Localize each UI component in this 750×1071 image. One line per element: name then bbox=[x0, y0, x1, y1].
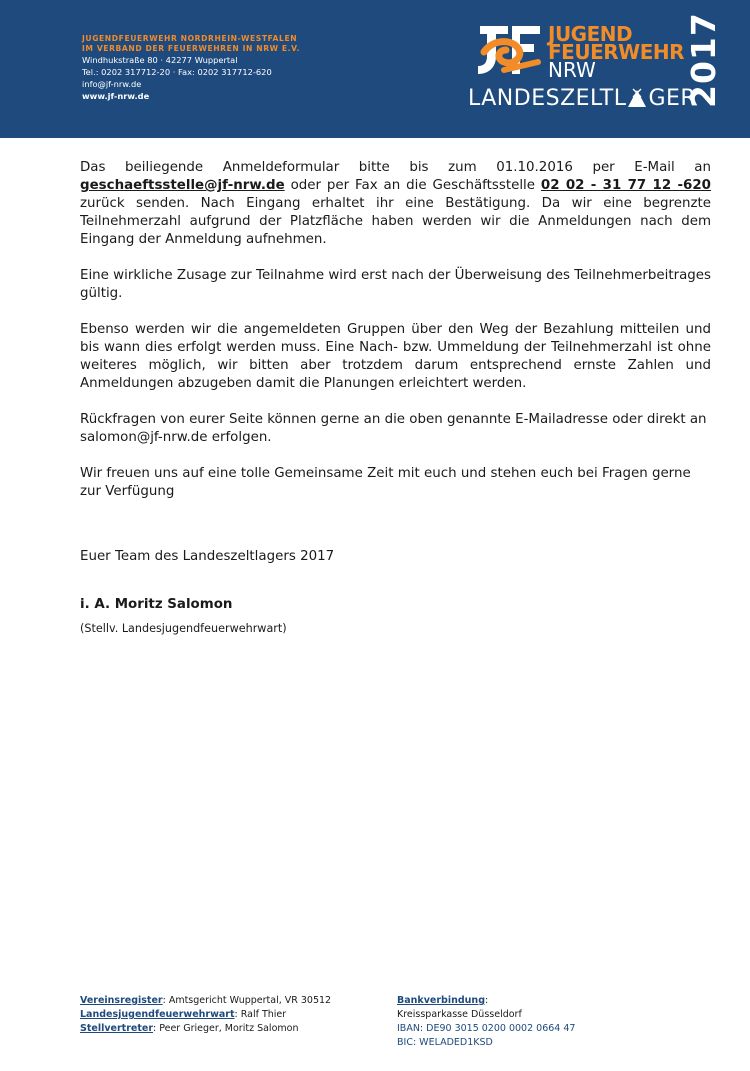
closing-line: Euer Team des Landeszeltlagers 2017 bbox=[80, 549, 335, 564]
bank-bic: BIC: WELADED1KSD bbox=[397, 1037, 493, 1048]
registration-email-link[interactable]: geschaeftsstelle@jf-nrw.de bbox=[80, 178, 285, 193]
bank-label: Bankverbindung bbox=[397, 995, 486, 1006]
camp-title-part1: LANDESZELTL bbox=[468, 86, 627, 111]
org-address: Windhukstraße 80 · 42277 Wuppertal bbox=[82, 55, 238, 65]
tent-icon bbox=[626, 86, 648, 108]
paragraph-questions: Rückfragen von eurer Seite können gerne an die oben genannte E-Mailadresse oder direkt an salomon@jf-nrw.de erfolgen. bbox=[80, 412, 707, 445]
letter-body bbox=[80, 159, 711, 519]
paragraph-registration bbox=[80, 159, 711, 249]
logo-word-feuerwehr: FEUERWEHR bbox=[548, 40, 684, 64]
p1-text-mid: oder per Fax an die Geschäftsstelle bbox=[284, 178, 541, 193]
bank-colon: : bbox=[485, 995, 489, 1006]
footer-value: : Ralf Thier bbox=[234, 1009, 287, 1020]
footer-label: Vereinsregister bbox=[80, 995, 163, 1006]
signer-name: i. A. Moritz Salomon bbox=[80, 597, 233, 612]
logo-word-nrw: NRW bbox=[548, 58, 596, 82]
letterhead-band bbox=[0, 0, 750, 138]
footer-row-registry bbox=[80, 994, 331, 1008]
bank-iban: IBAN: DE90 3015 0200 0002 0664 47 bbox=[397, 1023, 576, 1034]
footer-value: : Amtsgericht Wuppertal, VR 30512 bbox=[162, 995, 332, 1006]
org-name-line1: JUGENDFEUERWEHR NORDRHEIN-WESTFALEN bbox=[82, 34, 298, 43]
org-phone: Tel.: 0202 317712-20 · Fax: 0202 317712-620 bbox=[82, 67, 272, 77]
p1-text-start: Das beiliegende Anmeldeformular bitte bis zum 01.10.2016 per E-Mail an bbox=[80, 160, 711, 175]
footer-label: Stellvertreter bbox=[80, 1023, 153, 1034]
footer-row-warden bbox=[80, 1008, 331, 1022]
org-name-line2: IM VERBAND DER FEUERWEHREN IN NRW E.V. bbox=[82, 44, 301, 53]
footer-value: : Peer Grieger, Moritz Salomon bbox=[153, 1023, 299, 1034]
org-block bbox=[82, 34, 300, 102]
camp-title-part2: GER bbox=[648, 86, 697, 111]
p1-text-end: zurück senden. Nach Eingang erhaltet ihr eine Bestätigung. Da wir eine begrenzte Teilnehmerzahl aufgrund der Platzfläche haben werden wir die Anmeldungen nach dem Eingang der Anmeldung aufnehmen. bbox=[80, 196, 711, 247]
fax-number: 02 02 - 31 77 12 -620 bbox=[540, 178, 711, 193]
paragraph-greeting: Wir freuen uns auf eine tolle Gemeinsame Zeit mit euch und stehen euch bei Fragen gerne zur Verfügung bbox=[80, 466, 691, 499]
footer-registry bbox=[80, 994, 331, 1036]
year-label: 2017 bbox=[684, 12, 723, 108]
footer-bank bbox=[397, 994, 575, 1050]
camp-title bbox=[468, 86, 696, 112]
paragraph-confirmation: Eine wirkliche Zusage zur Teilnahme wird erst nach der Überweisung des Teilnehmerbeitrages gültig. bbox=[80, 268, 711, 301]
footer-bank-heading bbox=[397, 994, 575, 1008]
logo-word-jugend: JUGEND bbox=[548, 22, 633, 46]
signer-role: (Stellv. Landesjugendfeuerwehrwart) bbox=[80, 622, 287, 635]
bank-name: Kreissparkasse Düsseldorf bbox=[397, 1009, 522, 1020]
org-web[interactable]: www.jf-nrw.de bbox=[82, 91, 150, 101]
footer-label: Landesjugendfeuerwehrwart bbox=[80, 1009, 235, 1020]
jf-logo-icon bbox=[474, 22, 544, 78]
org-email[interactable]: info@jf-nrw.de bbox=[82, 79, 142, 89]
paragraph-payment: Ebenso werden wir die angemeldeten Gruppen über den Weg der Bezahlung mitteilen und bis wann dies erfolgt werden muss. Eine Nach- bzw. Ummeldung der Teilnehmerzahl ist ohne weiteres möglich, wir bitten aber trotzdem darum entsprechend ernste Zahlen und Anmeldungen abzugeben damit die Planungen erleichtert werden. bbox=[80, 322, 711, 391]
footer-row-deputy bbox=[80, 1022, 331, 1036]
